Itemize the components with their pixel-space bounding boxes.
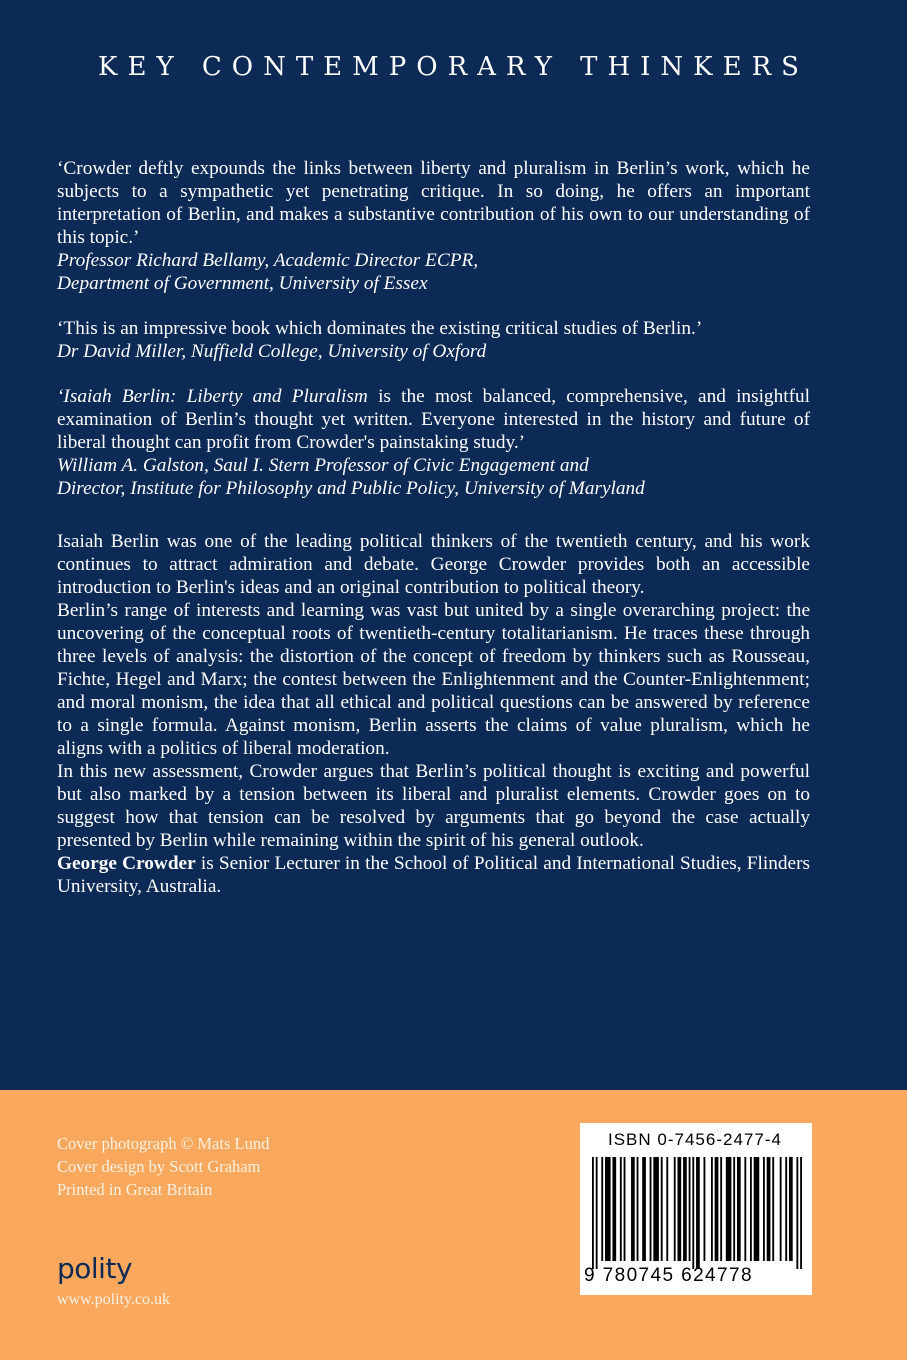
quote-body: is the most balanced, comprehensive, and insightful examination of Berlin’s thought yet written. Everyone interested in the history and future of liberal thought can profit from Crowder's painstaking study.’ [57,386,810,453]
barcode-bar [750,1157,752,1261]
barcode-bar [637,1157,639,1261]
quote-text: ‘This is an impressive book which dominates the existing critical studies of Berlin.’ [57,318,703,339]
barcode-bar [780,1157,782,1261]
barcode-box [580,1123,812,1295]
barcode-bar [692,1157,694,1269]
barcode-bar [789,1157,793,1261]
barcode-bar [620,1157,622,1261]
credit-line: Printed in Great Britain [57,1180,213,1199]
barcode-bar [642,1157,646,1261]
barcode-bar [624,1157,626,1261]
barcode-bar [605,1157,611,1261]
barcode-bar [650,1157,652,1261]
barcode-icon [592,1157,802,1269]
barcode-bar [733,1157,735,1261]
barcode-bar [715,1157,719,1261]
author-bio-text: is Senior Lecturer in the School of Political and International Studies, Flinders University, Australia. [57,853,811,897]
barcode-bar [772,1157,774,1261]
barcode-bar [711,1157,713,1261]
barcode-bar [612,1157,616,1261]
barcode-bar [631,1157,635,1261]
review-quote [57,157,810,295]
credit-line: Cover photograph © Mats Lund [57,1134,270,1153]
description-paragraph: Isaiah Berlin was one of the leading political thinkers of the twentieth century, and his work continues to attract admiration and debate. George Crowder provides both an accessible introduction to Berlin's ideas and an original contribution to political theory. [57,531,810,598]
barcode-bar [661,1157,663,1261]
barcode-bar [674,1157,676,1261]
barcode-bar [754,1157,760,1261]
barcode-bar [592,1157,594,1269]
quote-attribution: Director, Institute for Philosophy and Public Policy, University of Maryland [57,478,645,499]
barcode-bar [744,1157,746,1261]
barcode-bar [596,1157,598,1269]
barcode-bar [666,1157,668,1261]
publisher-url: www.polity.co.uk [57,1291,171,1308]
review-quote [57,385,810,500]
isbn-label: ISBN 0-7456-2477-4 [608,1130,782,1149]
barcode-bar [800,1157,802,1269]
author-bio [57,852,810,898]
credit-line: Cover design by Scott Graham [57,1157,261,1176]
barcode-bar [720,1157,722,1261]
description-paragraph: In this new assessment, Crowder argues that Berlin’s political thought is exciting and powerful but also marked by a tension between its liberal and pluralist elements. Crowder goes on to suggest how that tension can be resolved by arguments that go beyond the case actually presented by Berlin while remaining within the spirit of his general outlook. [57,761,810,851]
barcode-bar [737,1157,741,1261]
ean-number: 9 780745 624778 [584,1265,753,1286]
quote-attribution: William A. Galston, Saul I. Stern Professor of Civic Engagement and [57,455,589,476]
review-quote [57,317,810,363]
barcode-bar [767,1157,771,1261]
barcode-bar [683,1157,687,1261]
barcode-bar [601,1157,603,1261]
barcode-bar [653,1157,659,1261]
quote-text [57,385,810,454]
author-name: George Crowder [57,853,196,874]
barcode-bar [689,1157,691,1261]
cover-credits [57,1132,269,1201]
quote-text: ‘Crowder deftly expounds the links between liberty and pluralism in Berlin’s work, which he subjects to a sympathetic yet penetrating critique. In so doing, he offers an important interpretation of Berlin, and makes a substantive contribution of his own to our understanding of this topic.’ [57,158,810,248]
book-title: ‘Isaiah Berlin: Liberty and Pluralism [57,386,368,407]
barcode-bar [696,1157,700,1269]
blurb-content [57,157,810,898]
barcode-bar [785,1157,787,1261]
quote-attribution: Dr David Miller, Nuffield College, University of Oxford [57,341,487,362]
description-paragraph: Berlin’s range of interests and learning was vast but united by a single overarching project: the uncovering of the conceptual roots of twentieth-century totalitarianism. He traces these through three levels of analysis: the distortion of the concept of freedom by thinkers such as Rousseau, Fichte, Hegel and Marx; the contest between the Enlightenment and the Counter-Enlightenment; and moral monism, the idea that all ethical and political questions can be answered by reference to a single formula. Against monism, Berlin asserts the claims of value pluralism, which he aligns with a politics of liberal moderation. [57,600,810,759]
quote-attribution: Professor Richard Bellamy, Academic Director ECPR, [57,250,479,271]
quote-attribution: Department of Government, University of Essex [57,273,428,294]
footer-panel [0,1090,907,1360]
barcode-bar [726,1157,732,1261]
barcode-bar [796,1157,798,1269]
barcode-bar [677,1157,681,1261]
barcode-bar [704,1157,706,1261]
barcode-bar [763,1157,765,1261]
publisher-logo: polity [57,1252,133,1285]
series-title: KEY CONTEMPORARY THINKERS [98,52,809,82]
